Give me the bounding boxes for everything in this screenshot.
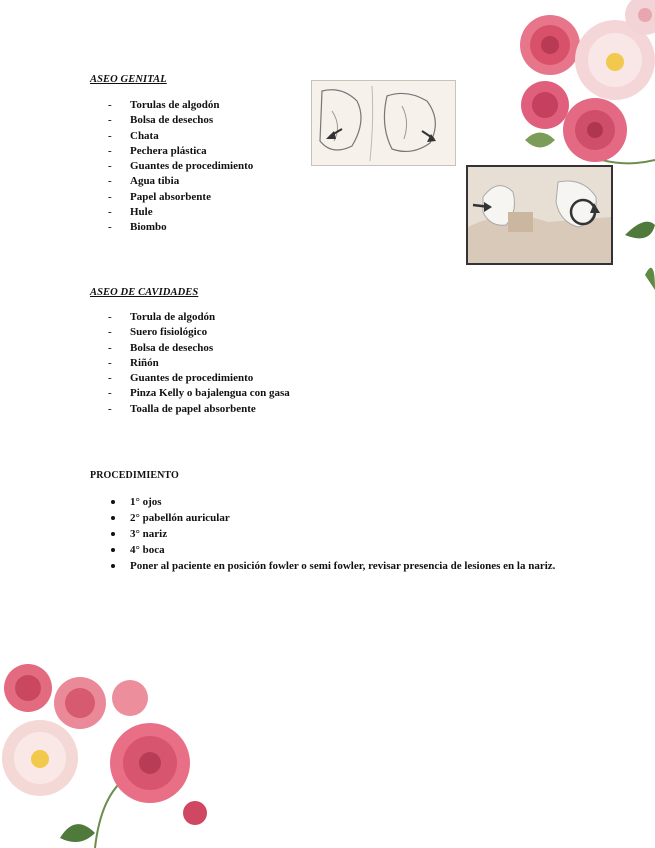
section-title-procedimiento: PROCEDIMIENTO [90,470,179,481]
rose-decoration-bottom [0,663,215,848]
list-item: - Riñón [108,356,290,371]
list-item: - Toalla de papel absorbente [108,402,290,417]
list-item: - Bolsa de desechos [108,341,290,356]
list-item: - Pinza Kelly o bajalengua con gasa [108,386,290,401]
list-item: 2° pabellón auricular [108,510,563,526]
aseo-genital-list [108,98,253,236]
list-item: - Pechera plástica [108,144,253,159]
list-item: - Biombo [108,220,253,235]
section-title-aseo-cavidades: ASEO DE CAVIDADES [90,287,199,298]
aseo-cavidades-list [108,310,290,417]
list-item: - Agua tibia [108,174,253,189]
list-item: - Suero fisiológico [108,325,290,340]
section-title-aseo-genital: ASEO GENITAL [90,74,167,85]
list-item: - Hule [108,205,253,220]
list-item: 1° ojos [108,494,563,510]
list-item: 4° boca [108,542,563,558]
list-item: - Bolsa de desechos [108,113,253,128]
list-item: - Torulas de algodón [108,98,253,113]
list-item: Poner al paciente en posición fowler o semi fowler, revisar presencia de lesiones en la nariz. [108,558,563,574]
list-item: - Guantes de procedimiento [108,159,253,174]
list-item: - Chata [108,129,253,144]
gloved-hands-cleaning-photo [466,165,613,265]
list-item: - Papel absorbente [108,190,253,205]
list-item: 3° nariz [108,526,563,542]
genital-hygiene-illustration [311,80,456,166]
list-item: - Guantes de procedimiento [108,371,290,386]
list-item: - Torula de algodón [108,310,290,325]
procedimiento-list [108,494,563,574]
